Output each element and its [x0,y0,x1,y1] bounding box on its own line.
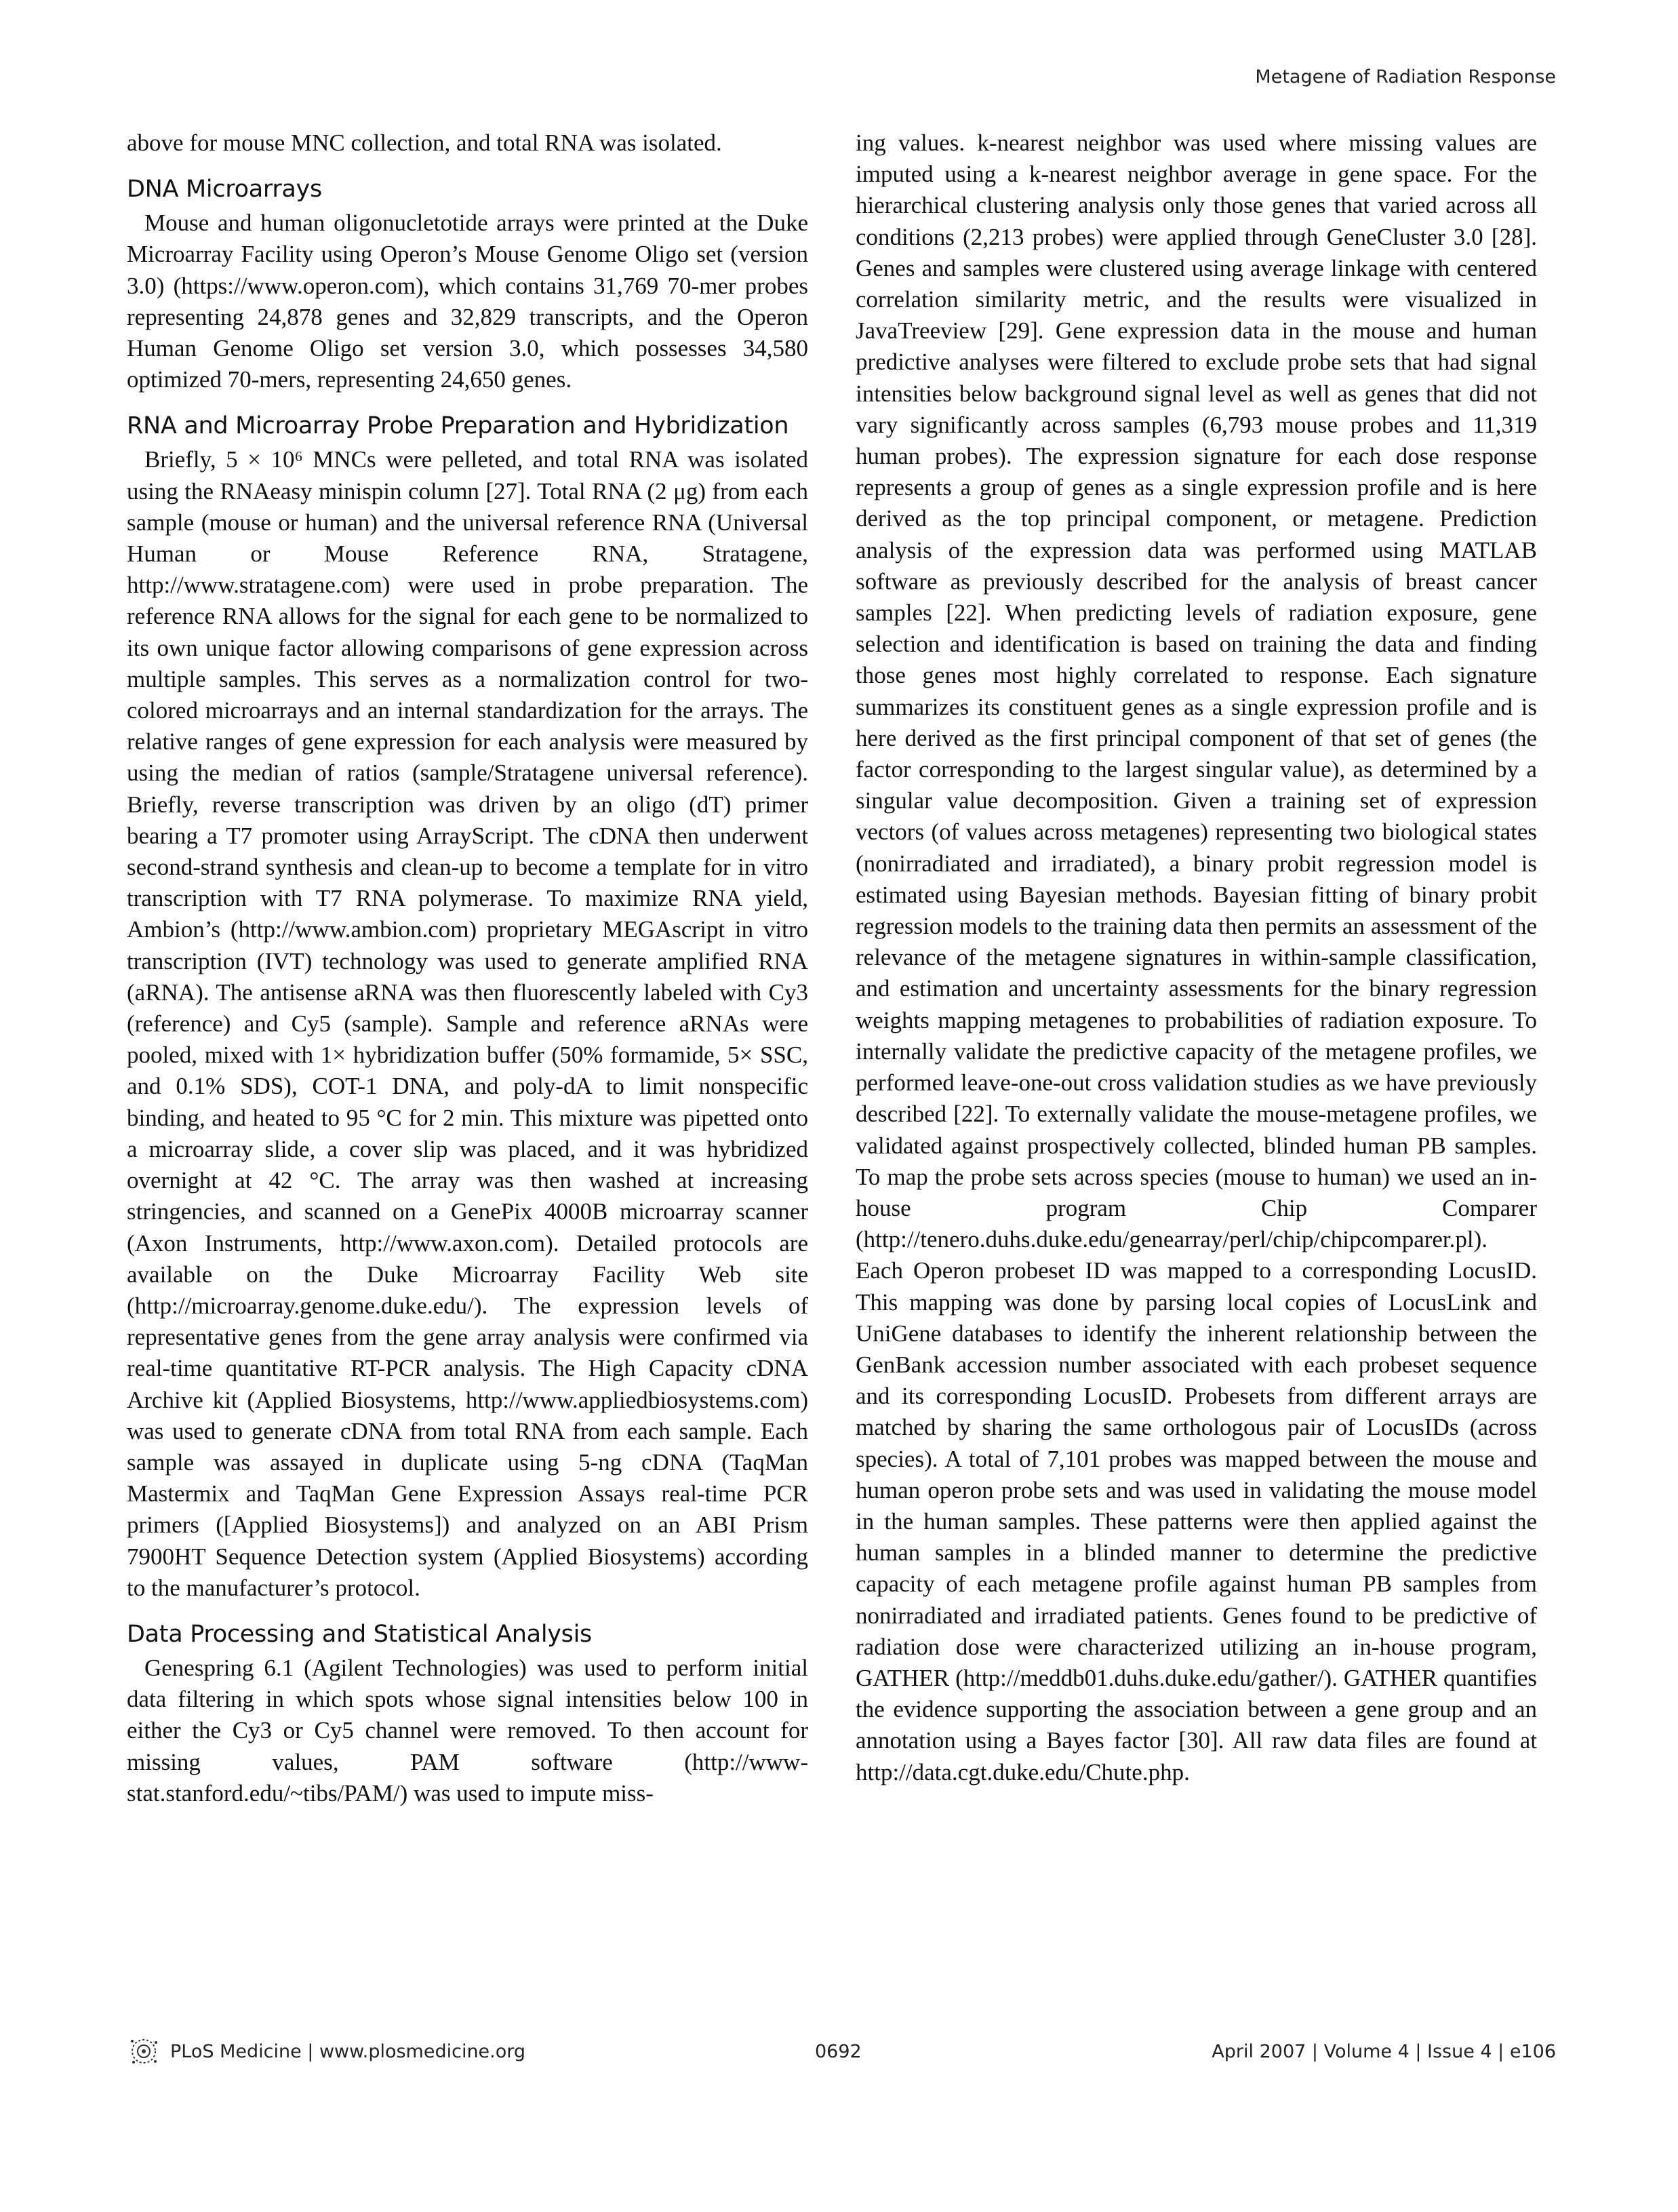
left-column [127,127,808,1809]
footer-journal-text: PLoS Medicine | www.plosmedicine.org [170,2040,526,2062]
section-heading-data-processing: Data Processing and Statistical Analysis [127,1620,592,1648]
section-text-dna-microarrays: Mouse and human oligonucletotide arrays were printed at the Duke Microarray Facility using Operon’s Mouse Genome Oligo set (version 3.0) (https://www.operon.com), which contains 31,769 70-mer probes representing 24,878 genes and 32,829 transcripts, and the Operon Human Genome Oligo set version 3.0, which possesses 34,580 optimized 70-mers, representing 24,650 genes. [127,210,808,393]
footer-issue: April 2007 | Volume 4 | Issue 4 | e106 [1212,2041,1556,2062]
right-column-paragraph: ing values. k-nearest neighbor was used where missing values are imputed using a k-nearest neighbor average in gene space. For the hierarchical clustering analysis only those genes that varied across all conditions (2,213 probes) were applied through GeneCluster 3.0 [28]. Genes and samples were clustered using average linkage with centered correlation similarity metric, and the results were visualized in JavaTreeview [29]. Gene expression data in the mouse and human predictive analyses were filtered to exclude probe sets that had signal intensities below background signal level as well as genes that did not vary significantly across samples (6,793 mouse probes and 11,319 human probes). The expression signature for each dose response represents a group of genes as a single expression profile and is here derived as the top principal component, or metagene. Prediction analysis of the expression data was performed using MATLAB software as previously described for the analysis of breast cancer samples [22]. When predicting levels of radiation exposure, gene selection and identification is based on training the data and finding those genes most highly correlated to response. Each signature summarizes its constituent genes as a single expression profile and is here derived as the first principal component of that set of genes (the factor corresponding to the largest singular value), as determined by a singular value decomposition. Given a training set of expression vectors (of values across metagenes) representing two biological states (nonirradiated and irradiated), a binary probit regression model is estimated using Bayesian methods. Bayesian fitting of binary probit regression models to the training data then permits an assessment of the relevance of the metagene signatures in within-sample classification, and estimation and uncertainty assessments for the binary regression weights mapping metagenes to probabilities of radiation exposure. To internally validate the predictive capacity of the metagene profiles, we performed leave-one-out cross validation studies as we have previously described [22]. To externally validate the mouse-metagene profiles, we validated against prospectively collected, blinded human PB samples. To map the probe sets across species (mouse to human) we used an in-house program Chip Comparer (http://tenero.duhs.duke.edu/genearray/perl/chip/chipcomparer.pl). Each Operon probeset ID was mapped to a corresponding LocusID. This mapping was done by parsing local copies of LocusLink and UniGene databases to identify the inherent relationship between the GenBank accession number associated with each probeset sequence and its corresponding LocusID. Probesets from different arrays are matched by sharing the same orthologous pair of LocusIDs (across species). A total of 7,101 probes was mapped between the mouse and human operon probe sets and was used in validating the mouse model in the human samples. These patterns were then applied against the human samples in a blinded manner to determine the predictive capacity of each metagene profile against human PB samples from nonirradiated and irradiated patients. Genes found to be predictive of radiation dose were characterized utilizing an in-house program, GATHER (http://meddb01.duhs.duke.edu/gather/). GATHER quantifies the evidence supporting the association between a gene group and an annotation using a Bayes factor [30]. All raw data files are found at http://data.cgt.duke.edu/Chute.php. [856,130,1537,1785]
section-text-probe-preparation: Briefly, 5 × 10⁶ MNCs were pelleted, and total RNA was isolated using the RNAeasy minispin column [27]. Total RNA (2 μg) from each sample (mouse or human) and the universal reference RNA (Universal Human or Mouse Reference RNA, Stratagene, http://www.stratagene.com) were used in probe preparation. The reference RNA allows for the signal for each gene to be normalized to its own unique factor allowing comparisons of gene expression across multiple samples. This serves as a normalization control for two-colored microarrays and an internal standardization for the arrays. The relative ranges of gene expression for each analysis were measured by using the median of ratios (sample/Stratagene universal reference). Briefly, reverse transcription was driven by an oligo (dT) primer bearing a T7 promoter using ArrayScript. The cDNA then underwent second-strand synthesis and clean-up to become a template for in vitro transcription with T7 RNA polymerase. To maximize RNA yield, Ambion’s (http://www.ambion.com) proprietary MEGAscript in vitro transcription (IVT) technology was used to generate amplified RNA (aRNA). The antisense aRNA was then fluorescently labeled with Cy3 (reference) and Cy5 (sample). Sample and reference aRNAs were pooled, mixed with 1× hybridization buffer (50% formamide, 5× SSC, and 0.1% SDS), COT-1 DNA, and poly-dA to limit nonspecific binding, and heated to 95 °C for 2 min. This mixture was pipetted onto a microarray slide, a cover slip was placed, and it was hybridized overnight at 42 °C. The array was then washed at increasing stringencies, and scanned on a GenePix 4000B microarray scanner (Axon Instruments, http://www.axon.com). Detailed protocols are available on the Duke Microarray Facility Web site (http://microarray.genome.duke.edu/). The expression levels of representative genes from the gene array analysis were confirmed via real-time quantitative RT-PCR analysis. The High Capacity cDNA Archive kit (Applied Biosystems, http://www.appliedbiosystems.com) was used to generate cDNA from total RNA from each sample. Each sample was assayed in duplicate using 5-ng cDNA (TaqMan Mastermix and TaqMan Gene Expression Assays real-time PCR primers ([Applied Biosystems]) and analyzed on an ABI Prism 7900HT Sequence Detection system (Applied Biosystems) according to the manufacturer’s protocol. [127,446,808,1601]
continuation-paragraph: above for mouse MNC collection, and total RNA was isolated. [127,130,722,156]
section-text-data-processing: Genespring 6.1 (Agilent Technologies) was used to perform initial data filtering in which spots whose signal intensities below 100 in either the Cy3 or Cy5 channel were removed. To then account for missing values, PAM software (http://www-stat.stanford.edu/~tibs/PAM/) was used to impute miss- [127,1654,808,1806]
section-heading-probe-preparation: RNA and Microarray Probe Preparation and Hybridization [127,412,789,440]
footer-journal [127,2034,525,2068]
page-footer [127,2034,1556,2072]
running-title: Metagene of Radiation Response [1255,66,1556,87]
plos-logo-icon [127,2034,161,2068]
right-column [856,127,1537,1788]
footer-page-number: 0692 [815,2041,862,2062]
section-heading-dna-microarrays: DNA Microarrays [127,176,322,203]
